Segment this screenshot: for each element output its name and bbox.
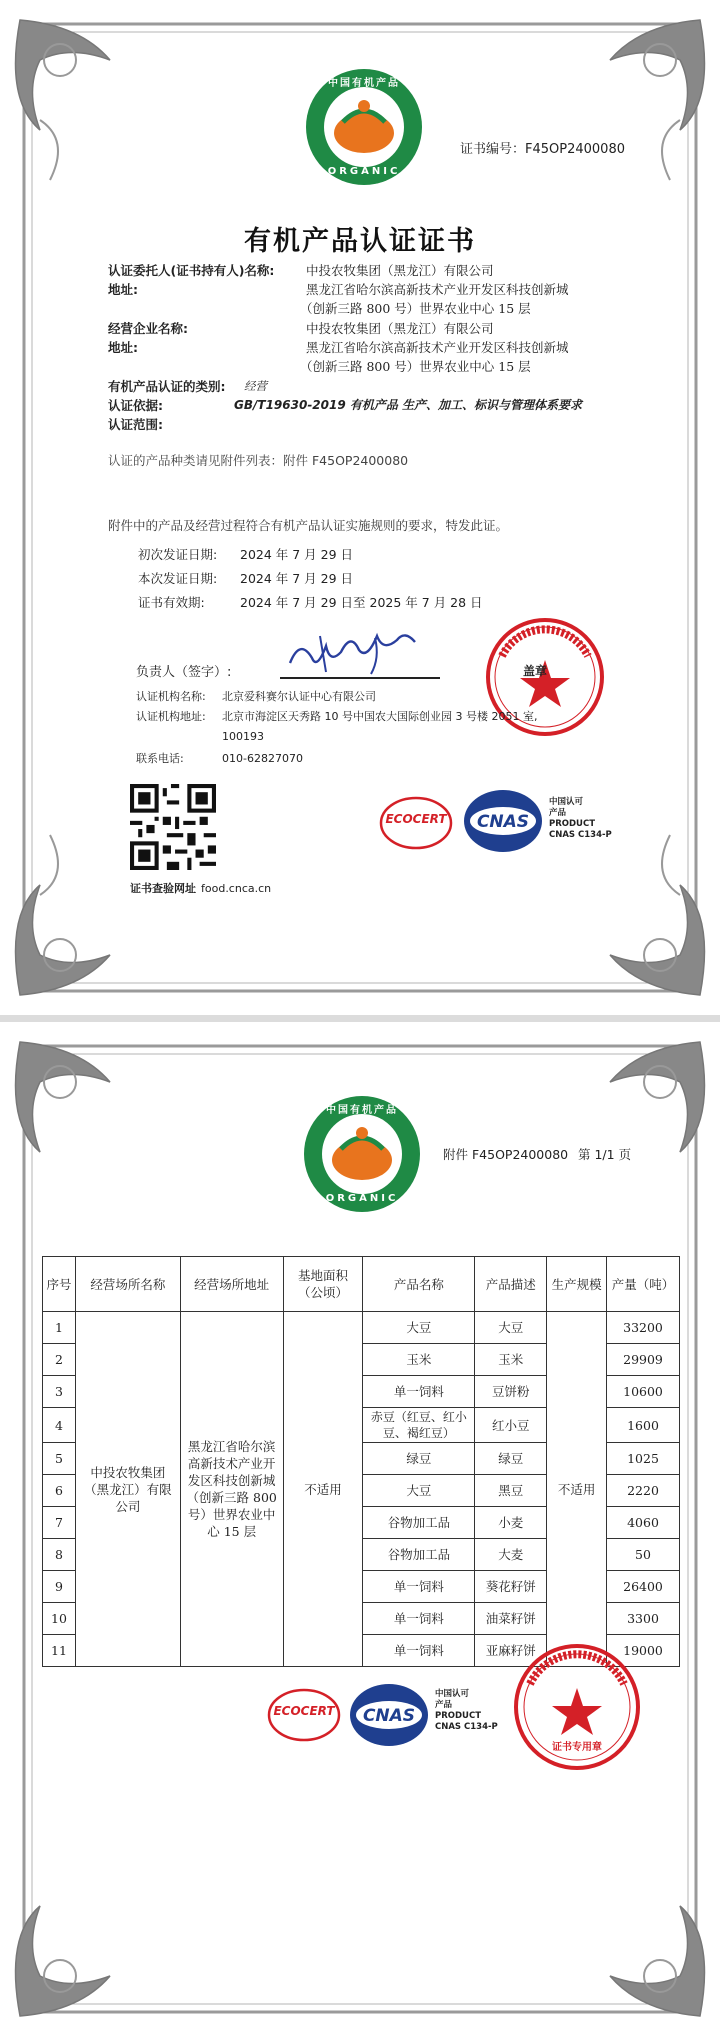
product-qty: 3300 xyxy=(607,1603,680,1635)
basis-label: 认证依据: xyxy=(108,398,163,413)
row-no: 7 xyxy=(43,1507,76,1539)
product-desc: 红小豆 xyxy=(475,1408,547,1443)
header-no: 序号 xyxy=(43,1257,76,1312)
product-desc: 小麦 xyxy=(475,1507,547,1539)
logo-top-text: 中国有机产品 xyxy=(328,78,400,89)
cnas-line-4: CNAS C134-P xyxy=(549,830,612,840)
header-product-desc: 产品描述 xyxy=(475,1257,547,1312)
header-site-address: 经营场所地址 xyxy=(180,1257,283,1312)
product-qty: 19000 xyxy=(607,1635,680,1667)
logo-bottom-text: ORGANIC xyxy=(327,166,401,177)
cnas-mark: CNAS xyxy=(362,1706,416,1726)
cnas-line-3: PRODUCT xyxy=(435,1711,481,1721)
operator-address-line-1: 黑龙江省哈尔滨高新技术产业开发区科技创新城 xyxy=(306,340,569,355)
product-name: 大豆 xyxy=(363,1475,475,1507)
basis-value: GB/T19630-2019 有机产品 生产、加工、标识与管理体系要求 xyxy=(234,398,583,412)
header-product-name: 产品名称 xyxy=(363,1257,475,1312)
row-no: 9 xyxy=(43,1571,76,1603)
table-header-row xyxy=(43,1257,680,1312)
qr-code-icon xyxy=(130,784,216,870)
cnas-line-2: 产品 xyxy=(549,808,567,818)
product-qty: 1025 xyxy=(607,1443,680,1475)
annex-page xyxy=(0,1022,720,2036)
product-name: 玉米 xyxy=(363,1344,475,1376)
cnas-line-4: CNAS C134-P xyxy=(435,1722,498,1732)
operator-value: 中投农牧集团（黑龙江）有限公司 xyxy=(306,321,494,336)
category-label: 有机产品认证的类别: xyxy=(108,379,226,394)
cnas-line-1: 中国认可 xyxy=(435,1689,470,1699)
operator-address-line-2: （创新三路 800 号）世界农业中心 15 层 xyxy=(300,359,531,374)
body-address-postcode: 100193 xyxy=(222,730,264,743)
address-line-1: 黑龙江省哈尔滨高新技术产业开发区科技创新城 xyxy=(306,282,569,297)
responsible-label: 负责人（签字）: xyxy=(136,665,232,680)
body-address-value: 北京市海淀区天秀路 10 号中国农大国际创业园 3 号楼 2051 室, xyxy=(222,710,538,723)
body-phone-label: 联系电话: xyxy=(136,752,184,765)
product-desc: 大豆 xyxy=(475,1312,547,1344)
address-label: 地址: xyxy=(108,282,138,297)
scale-cell: 不适用 xyxy=(547,1312,607,1667)
current-issue-label: 本次发证日期: xyxy=(138,571,218,586)
product-desc: 油菜籽饼 xyxy=(475,1603,547,1635)
product-name: 单一饲料 xyxy=(363,1635,475,1667)
signature-image xyxy=(280,628,450,680)
validity-value: 2024 年 7 月 29 日至 2025 年 7 月 28 日 xyxy=(240,595,483,610)
product-qty: 2220 xyxy=(607,1475,680,1507)
annex-number: 附件 F45OP2400080 xyxy=(443,1147,569,1162)
row-no: 6 xyxy=(43,1475,76,1507)
product-name: 单一饲料 xyxy=(363,1603,475,1635)
product-qty: 50 xyxy=(607,1539,680,1571)
first-issue-label: 初次发证日期: xyxy=(138,547,218,562)
operator-label: 经营企业名称: xyxy=(108,321,188,336)
product-table xyxy=(42,1256,680,1667)
product-qty: 4060 xyxy=(607,1507,680,1539)
product-qty: 10600 xyxy=(607,1376,680,1408)
product-list-note: 认证的产品种类请见附件列表：附件 F45OP2400080 xyxy=(108,453,409,468)
ecocert-text: ECOCERT xyxy=(273,1704,335,1718)
row-no: 11 xyxy=(43,1635,76,1667)
product-qty: 33200 xyxy=(607,1312,680,1344)
header-scale: 生产规模 xyxy=(547,1257,607,1312)
product-name: 谷物加工品 xyxy=(363,1539,475,1571)
cnas-line-1: 中国认可 xyxy=(549,797,584,807)
table-row xyxy=(43,1312,680,1344)
certificate-title: 有机产品认证证书 xyxy=(244,226,476,257)
product-name: 大豆 xyxy=(363,1312,475,1344)
seal-stamp-text: 盖章 xyxy=(523,664,548,678)
cnas-line-3: PRODUCT xyxy=(549,819,595,829)
product-qty: 29909 xyxy=(607,1344,680,1376)
body-address-label: 认证机构地址: xyxy=(136,710,206,723)
category-value: 经营 xyxy=(244,379,267,393)
scope-label: 认证范围: xyxy=(108,417,163,432)
body-name-label: 认证机构名称: xyxy=(136,690,206,703)
product-desc: 豆饼粉 xyxy=(475,1376,547,1408)
product-desc: 黑豆 xyxy=(475,1475,547,1507)
site-name-cell: 中投农牧集团（黑龙江）有限公司 xyxy=(75,1312,180,1667)
ecocert-text: ECOCERT xyxy=(385,812,447,826)
product-name: 单一饲料 xyxy=(363,1376,475,1408)
address-line-2: （创新三路 800 号）世界农业中心 15 层 xyxy=(300,301,531,316)
row-no: 8 xyxy=(43,1539,76,1571)
product-name: 单一饲料 xyxy=(363,1571,475,1603)
product-desc: 葵花籽饼 xyxy=(475,1571,547,1603)
product-name: 绿豆 xyxy=(363,1443,475,1475)
row-no: 5 xyxy=(43,1443,76,1475)
row-no: 10 xyxy=(43,1603,76,1635)
client-label: 认证委托人(证书持有人)名称: xyxy=(108,263,275,278)
certificate-page xyxy=(0,0,720,1015)
cnas-line-2: 产品 xyxy=(435,1700,453,1710)
seal-label: 证书专用章 xyxy=(552,1742,602,1753)
first-issue-value: 2024 年 7 月 29 日 xyxy=(240,547,354,562)
operator-address-label: 地址: xyxy=(108,340,138,355)
current-issue-value: 2024 年 7 月 29 日 xyxy=(240,571,354,586)
validity-label: 证书有效期: xyxy=(138,595,205,610)
row-no: 2 xyxy=(43,1344,76,1376)
body-name-value: 北京爱科赛尔认证中心有限公司 xyxy=(222,690,376,703)
product-desc: 亚麻籽饼 xyxy=(475,1635,547,1667)
query-url-label: 证书查验网址 xyxy=(130,882,196,895)
header-quantity: 产量（吨） xyxy=(607,1257,680,1312)
logo-top-text: 中国有机产品 xyxy=(326,1105,398,1116)
cnas-mark: CNAS xyxy=(476,812,530,832)
header-site-name: 经营场所名称 xyxy=(75,1257,180,1312)
product-qty: 26400 xyxy=(607,1571,680,1603)
row-no: 1 xyxy=(43,1312,76,1344)
signature-line xyxy=(280,677,440,679)
query-url[interactable]: food.cnca.cn xyxy=(201,882,272,895)
body-phone-value: 010-62827070 xyxy=(222,752,303,765)
row-no: 3 xyxy=(43,1376,76,1408)
product-qty: 1600 xyxy=(607,1408,680,1443)
statement: 附件中的产品及经营过程符合有机产品认证实施规则的要求，特发此证。 xyxy=(108,518,509,533)
area-cell: 不适用 xyxy=(283,1312,363,1667)
product-desc: 大麦 xyxy=(475,1539,547,1571)
header-area: 基地面积（公顷） xyxy=(283,1257,363,1312)
product-desc: 绿豆 xyxy=(475,1443,547,1475)
logo-bottom-text: ORGANIC xyxy=(325,1193,399,1204)
site-address-cell: 黑龙江省哈尔滨高新技术产业开发区科技创新城（创新三路 800 号）世界农业中心 15 层 xyxy=(180,1312,283,1667)
product-desc: 玉米 xyxy=(475,1344,547,1376)
certificate-number: 证书编号：F45OP2400080 xyxy=(460,142,625,157)
row-no: 4 xyxy=(43,1408,76,1443)
product-name: 赤豆（红豆、红小豆、褐红豆） xyxy=(363,1408,475,1443)
product-name: 谷物加工品 xyxy=(363,1507,475,1539)
page-info: 第 1/1 页 xyxy=(578,1147,632,1162)
client-value: 中投农牧集团（黑龙江）有限公司 xyxy=(306,263,494,278)
